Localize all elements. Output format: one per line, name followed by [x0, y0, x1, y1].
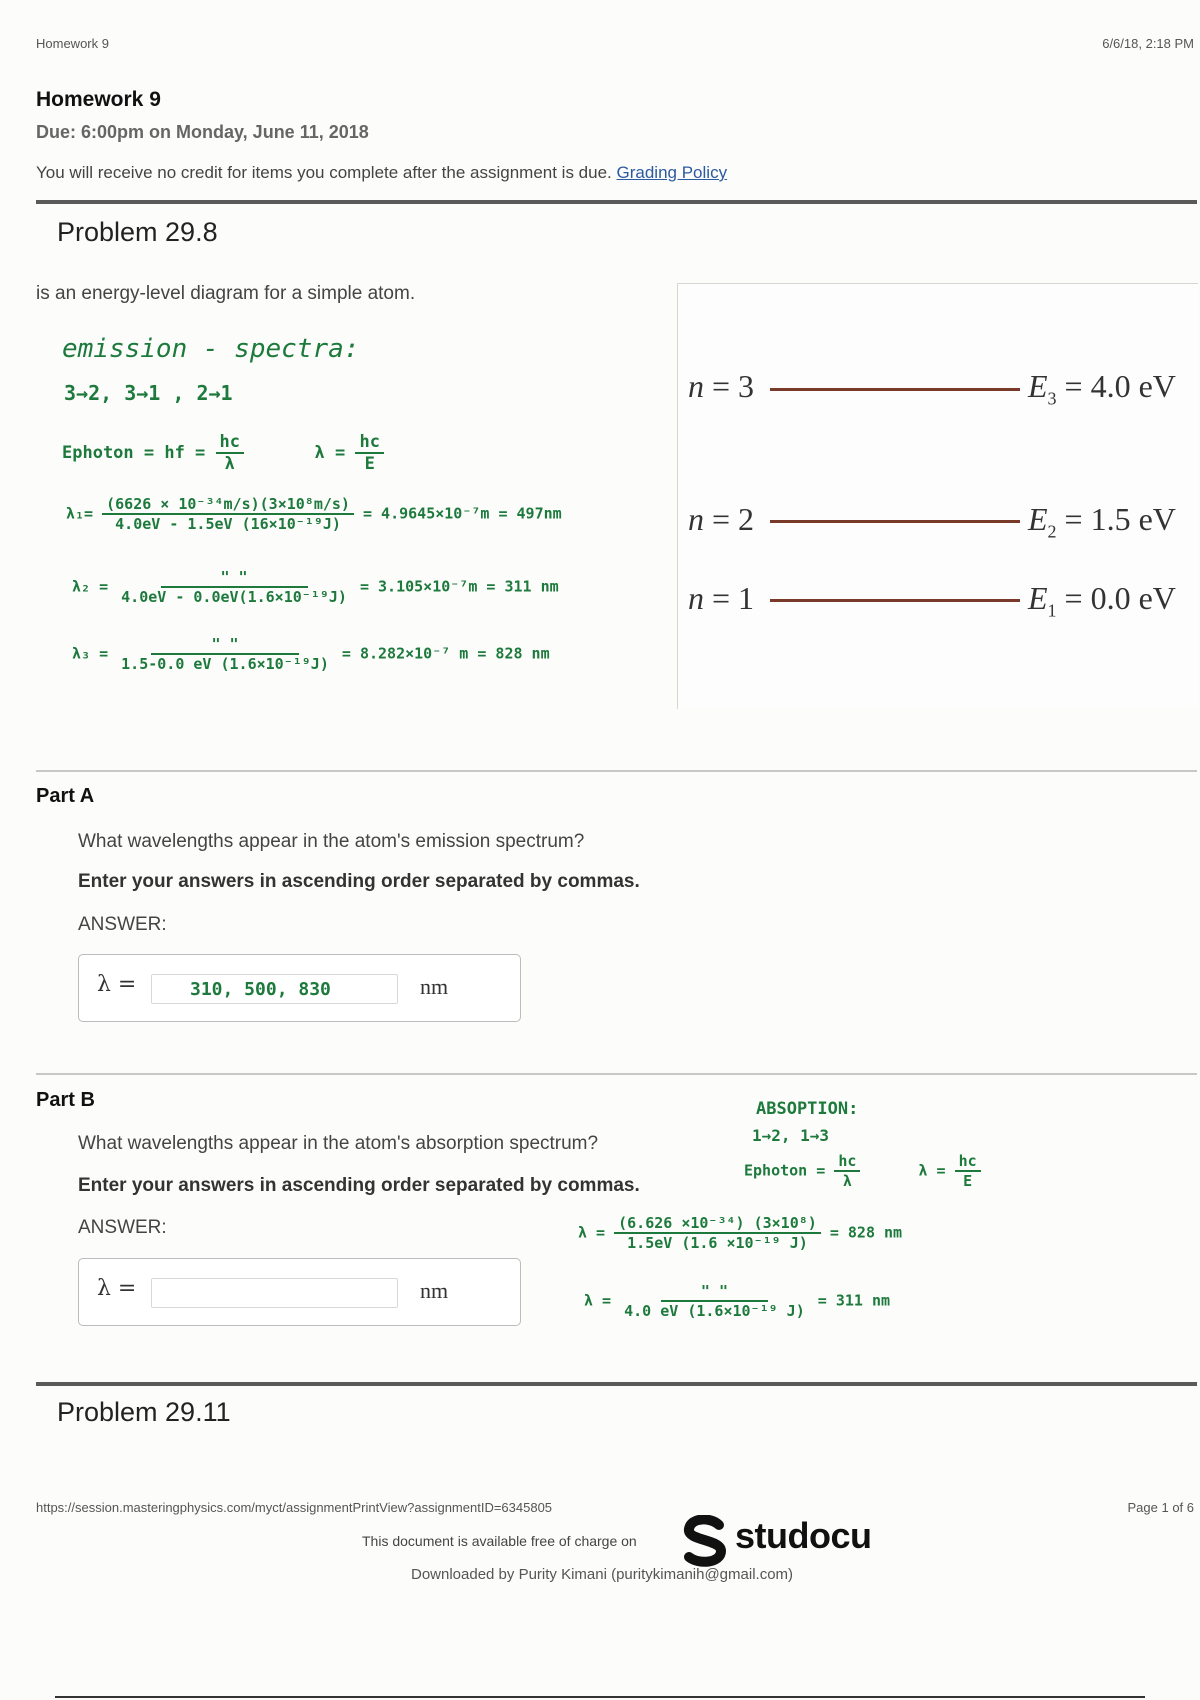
part-b-lambda: λ =: [97, 1276, 137, 1301]
part-b-instruction: Enter your answers in ascending order separated by commas.: [78, 1175, 640, 1196]
part-b-unit: nm: [420, 1278, 449, 1303]
part-b-answer-box: [78, 1258, 521, 1326]
part-a-label: Part A: [36, 785, 95, 807]
page-bottom-rule: [55, 1696, 1145, 1698]
notes-emission-heading: emission - spectra:: [62, 334, 360, 364]
part-divider: [36, 1073, 1197, 1075]
notes-emission-transitions: 3→2, 3→1 , 2→1: [64, 381, 233, 405]
level-1-label: n = 1: [688, 580, 755, 616]
part-b-question: What wavelengths appear in the atom's absorption spectrum?: [78, 1133, 599, 1154]
problem-title: Problem 29.11: [57, 1397, 231, 1427]
level-3-energy: $E_3 = 4.0$ eV: [1028, 368, 1176, 409]
page-url[interactable]: https://session.masteringphysics.com/myct/assignmentPrintView?assignmentID=6345805: [36, 1500, 553, 1515]
section-divider: [36, 200, 1197, 204]
section-divider: [36, 1382, 1197, 1386]
part-a-question: What wavelengths appear in the atom's emission spectrum?: [78, 831, 585, 852]
notes-lambda-1: λ₁= $\frac{\text{(6626 × 10⁻³⁴m/s)(3×10⁸m/s)}}{\text{4.0eV - 1.5eV (16×10⁻¹⁹J)}}$ = 4.9645×10⁻⁷m = 497nm: [66, 495, 562, 533]
doc-title: Homework 9: [36, 36, 109, 51]
level-3-line: [770, 388, 1020, 391]
due-date: Due: 6:00pm on Monday, June 11, 2018: [36, 122, 369, 142]
level-2-energy: $E_2 = 1.5$ eV: [1028, 501, 1176, 542]
notes-lambda-3: λ₃ = $\frac{" "}{\text{1.5-0.0 eV (1.6×10⁻¹⁹J)}}$ = 8.282×10⁻⁷ m = 828 nm: [72, 635, 550, 673]
free-doc-notice: This document is available free of charge on: [362, 1533, 637, 1549]
problem-intro: is an energy-level diagram for a simple atom.: [36, 283, 416, 304]
part-divider: [36, 770, 1197, 772]
notes-lambda-2: λ₂ = $\frac{" "}{\text{4.0eV - 0.0eV(1.6×10⁻¹⁹J)}}$ = 3.105×10⁻⁷m = 311 nm: [72, 568, 559, 606]
notes-absorption-lambda-1: λ = $\frac{\text{(6.626 ×10⁻³⁴) (3×10⁸)}}{\text{1.5eV (1.6 ×10⁻¹⁹ J)}}$ = 828 nm: [578, 1214, 903, 1252]
part-a-instruction: Enter your answers in ascending order separated by commas.: [78, 871, 640, 892]
part-b-label: Part B: [36, 1089, 95, 1111]
late-notice-text: You will receive no credit for items you complete after the assignment is due.: [36, 163, 612, 182]
downloaded-by: Downloaded by Purity Kimani (puritykimanih@gmail.com): [411, 1566, 794, 1583]
problem-title: Problem 29.8: [57, 217, 218, 247]
assignment-title: Homework 9: [36, 88, 161, 111]
level-1-line: [770, 599, 1020, 602]
energy-level-diagram: [677, 283, 1198, 709]
level-2-label: n = 2: [688, 501, 755, 537]
part-a-answer-value: 310, 500, 830: [190, 979, 331, 1000]
notes-absorption-transitions: 1→2, 1→3: [752, 1126, 830, 1145]
late-notice: [36, 163, 727, 183]
print-datetime: 6/6/18, 2:18 PM: [1102, 36, 1194, 51]
page-number: Page 1 of 6: [1127, 1500, 1194, 1515]
level-1-energy: $E_1 = 0.0$ eV: [1028, 580, 1176, 621]
level-2-line: [770, 520, 1020, 523]
part-a-answer-input[interactable]: [151, 974, 398, 1004]
part-b-answer-input[interactable]: [151, 1278, 398, 1308]
grading-policy-link[interactable]: Grading Policy: [616, 163, 728, 182]
part-a-lambda: λ =: [97, 972, 137, 997]
studocu-brand[interactable]: studocu: [735, 1515, 872, 1556]
notes-absorption-lambda-2: λ = $\frac{" "}{\text{4.0 eV (1.6×10⁻¹⁹ J)}}$ = 311 nm: [584, 1282, 891, 1320]
studocu-logo-icon: [681, 1515, 729, 1567]
part-b-answer-label: ANSWER:: [78, 1217, 167, 1238]
notes-absorption-photon-energy: Ephoton = $\frac{hc}{\lambda}$ λ = $\frac{hc}{E}$: [744, 1152, 981, 1190]
part-a-answer-label: ANSWER:: [78, 914, 167, 935]
level-3-label: n = 3: [688, 368, 755, 404]
part-a-unit: nm: [420, 974, 449, 999]
part-a-answer-box: [78, 954, 521, 1022]
notes-absorption-heading: ABSOPTION:: [756, 1099, 859, 1119]
notes-photon-energy: Ephoton = hf = $\frac{hc}{\lambda}$ λ = $\frac{hc}{E}$: [62, 432, 384, 474]
